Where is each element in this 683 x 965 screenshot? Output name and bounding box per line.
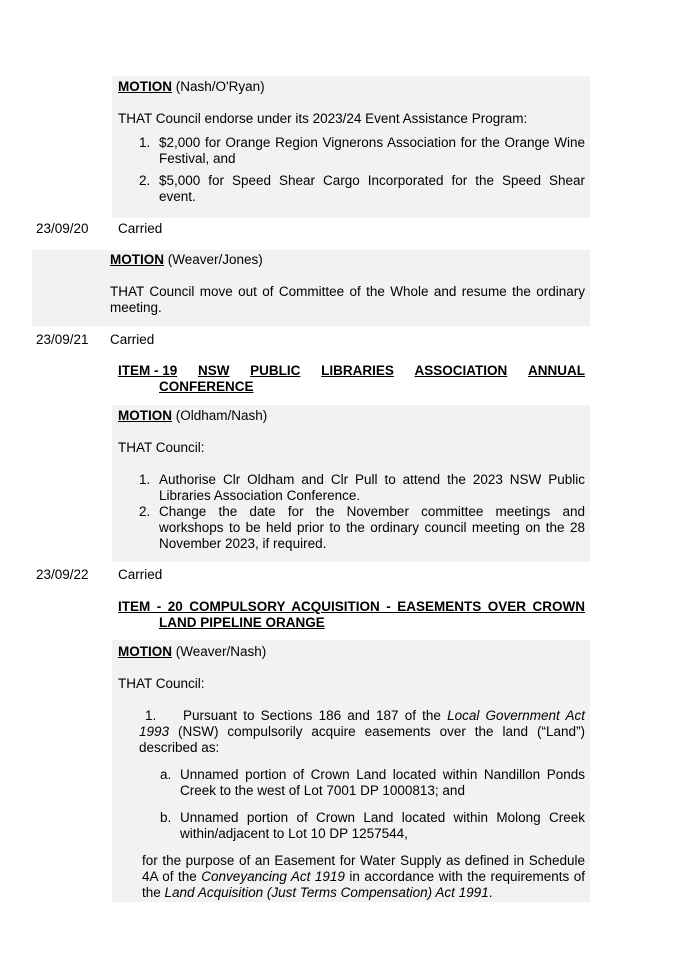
act-title: Land Acquisition (Just Terms Compensation) Act 1991 — [164, 885, 489, 900]
closing-text: in accordance with the requirements of — [344, 869, 586, 884]
resolution-number: 23/09/22 — [36, 567, 89, 582]
closing-text: . — [488, 885, 493, 900]
para1-line — [183, 708, 585, 724]
closing-line — [142, 885, 492, 901]
motion-movers: (Weaver/Nash) — [175, 644, 267, 659]
para1-line: described as: — [139, 740, 220, 755]
list-item-line: Festival, and — [159, 151, 236, 166]
list-item-line: workshops to be held prior to the ordinary council meeting on the 28 — [159, 520, 585, 535]
heading-word: PUBLIC — [250, 363, 301, 378]
motion2-text-line: meeting. — [110, 300, 162, 315]
resolution-result: Carried — [118, 221, 163, 236]
sub-item-letter: a. — [160, 767, 172, 782]
heading-word: ANNUAL — [527, 363, 585, 378]
list-number: 2. — [139, 504, 151, 519]
list-item-line: event. — [159, 189, 196, 204]
list-number: 1. — [145, 708, 157, 723]
heading-word: ASSOCIATION — [414, 363, 508, 378]
motion2-title — [110, 252, 263, 268]
heading-word: ITEM - 19 — [118, 363, 178, 378]
closing-line — [142, 869, 585, 885]
motion-label: MOTION — [118, 79, 172, 94]
item20-motion-title — [118, 644, 266, 660]
list-item-line: Change the date for the November committee meetings and — [159, 504, 585, 519]
item19-intro: THAT Council: — [118, 440, 205, 455]
motion-label: MOTION — [118, 408, 172, 423]
resolution-number: 23/09/21 — [36, 332, 89, 347]
closing-text: 4A of the — [142, 869, 202, 884]
motion-label: MOTION — [118, 644, 172, 659]
heading-word: LIBRARIES — [321, 363, 394, 378]
list-item-line: November 2023, if required. — [159, 536, 327, 551]
item19-heading-line2: CONFERENCE — [159, 379, 254, 394]
motion-label: MOTION — [110, 252, 164, 267]
motion2-text-line: THAT Council move out of Committee of the Whole and resume the ordinary — [110, 284, 585, 299]
item19-heading-line1 — [118, 363, 585, 379]
sub-item-line: within/adjacent to Lot 10 DP 1257544, — [180, 826, 408, 841]
motion-movers: (Oldham/Nash) — [175, 408, 268, 423]
list-number: 2. — [139, 173, 151, 188]
act-title: Conveyancing Act 1919 — [201, 869, 345, 884]
list-number: 1. — [139, 135, 151, 150]
closing-text: the — [142, 885, 165, 900]
list-item-line: Authorise Clr Oldham and Clr Pull to attend the 2023 NSW Public — [159, 472, 585, 487]
list-item-line: Libraries Association Conference. — [159, 488, 361, 503]
motion1-intro: THAT Council endorse under its 2023/24 Event Assistance Program: — [118, 111, 528, 126]
item20-intro: THAT Council: — [118, 676, 205, 691]
act-title: Local Government Act — [447, 708, 585, 723]
act-year: 1993 — [139, 724, 170, 739]
sub-item-letter: b. — [160, 810, 172, 825]
item20-heading-line2: LAND PIPELINE ORANGE — [159, 615, 325, 630]
item19-motion-title — [118, 408, 267, 424]
list-item-line: $5,000 for Speed Shear Cargo Incorporated for the Speed Shear — [159, 173, 585, 188]
resolution-number: 23/09/20 — [36, 221, 89, 236]
sub-item-line: Creek to the west of Lot 7001 DP 1000813; and — [180, 783, 465, 798]
heading-word: NSW — [197, 363, 230, 378]
para1-text: (NSW) compulsorily acquire easements over the land (“Land”) — [169, 724, 585, 739]
resolution-result: Carried — [118, 567, 163, 582]
list-number: 1. — [139, 472, 151, 487]
para1-line — [139, 724, 585, 740]
sub-item-line: Unnamed portion of Crown Land located within Molong Creek — [180, 810, 585, 825]
motion-movers: (Weaver/Jones) — [167, 252, 263, 267]
closing-line: for the purpose of an Easement for Water Supply as defined in Schedule — [142, 853, 585, 868]
list-item-line: $2,000 for Orange Region Vignerons Association for the Orange Wine — [159, 135, 585, 150]
para1-text: Pursuant to Sections 186 and 187 of the — [183, 708, 448, 723]
motion-movers: (Nash/O'Ryan) — [175, 79, 265, 94]
item20-heading-line1: ITEM - 20 COMPULSORY ACQUISITION - EASEMENTS OVER CROWN — [118, 599, 585, 614]
motion1-title — [118, 79, 265, 95]
resolution-result: Carried — [110, 332, 155, 347]
sub-item-line: Unnamed portion of Crown Land located within Nandillon Ponds — [180, 767, 585, 782]
